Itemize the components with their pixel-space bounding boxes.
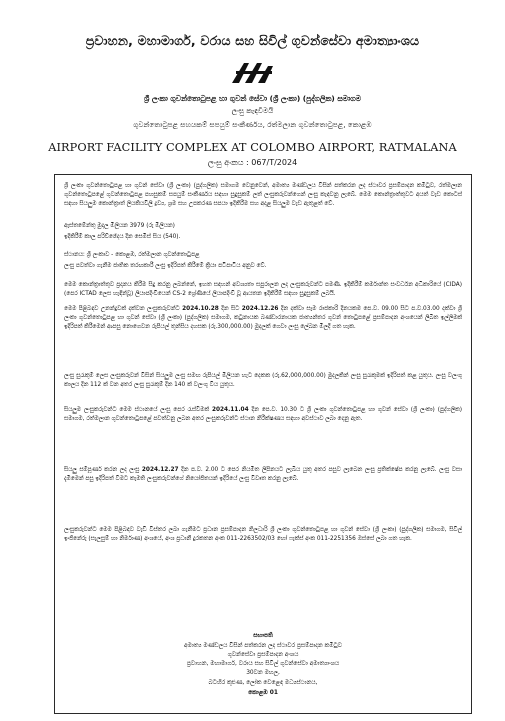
address-heading: සභාපති (253, 633, 273, 639)
address-line-1: අමාත්‍ය මණ්ඩලය විසින් පත්කරන ලද ස්ථාවර ප්‍රසම්පාදන කමිටුව (183, 643, 343, 649)
bid-documents-text-c: දින දක්වා සෑම රාජකාරි දිනයකම පෙ.ව. 09.00 සිට ප.ව.03.00 දක්වා ශ්‍රී ලංකා ගුවන්තොටුපළ හා ගුවන් සේවා (ශ්‍රී ලංකා) (පුද්ගලික) සමාගම, කටුනායක බණ්ඩාරනායක ජාත්‍යන්තර ගුවන් තොටුපළේ ප්‍රසම්පාදන අංශයෙන් ලිඛිත ඉල්ලීමක් ඉදිරිපත් කිරීමෙන් ආපසු නොගෙවන රුපියල් තුන්සිය දහසක (රු.300,000.00) මුදලක් ගෙවා ලංසු ලේඛන මිලදී ගත හැක. (64, 306, 462, 330)
bidding-procedure: ලංසු පවත්වා ගැනීම ජාතික තරඟකාරී ලංසු ඉදිරිපත් කිරීමේ ක්‍රියා පටිපාටිය අනුව වේ. (64, 263, 267, 269)
call-for-bids-heading: ලංසු කැඳවීමයි (231, 106, 274, 115)
ministry-heading: ප්‍රවාහන, මහාමාර්ග, වරාය සහ සිවිල් ගුවන්සේවා අමාත්‍යාංශය (85, 33, 420, 48)
bid-documents-text-b: දින සිට (218, 306, 242, 312)
bid-documents-paragraph (64, 305, 462, 331)
intro-paragraph: ශ්‍රී ලංකා ගුවන්තොටුපළ හා ගුවන් සේවා (ශ්‍රී ලංකා) (පුද්ගලික) සමාගම වෙනුවෙන්, අමාත්‍ය මණ්ඩලය විසින් පත්කරන ලද ස්ථාවර ප්‍රසම්පාදන කමිටුව, රත්මලාන ගුවන්තොටුපළේ ගුවන්තොටුපළ පහසුකම් සපයුම් සංකීර්ණය සඳහා සුදුසුකම් ලත් ලංසුකරුවන්ගෙන් ලංසු කැඳවනු ලැබේ. මෙම කොන්ත්‍රාත්තුවට අයත් වැඩ කොටස් සඳහා සියලුම කොන්ත්‍රාත් ලියකියවිලි ද්‍රව්‍ය, ශ්‍රම සහ උපකරණ සපයා ඉදිකිරීම සහ අදාළ සියලුම වැඩ ඇතුළත් වේ. (64, 183, 462, 207)
issue-end-date: 2024.12.26 (241, 306, 279, 312)
airport-authority-logo-icon (230, 57, 276, 85)
address-line-5: බටහිර කුළුණ, ලෝක වෙළෙඳ මධ්‍යස්ථානය, (208, 680, 318, 686)
notice-title: AIRPORT FACILITY COMPLEX AT COLOMBO AIRPORT, RATMALANA (48, 141, 457, 154)
closing-text-b: දින ප.ව. 2.00 ට පෙර නියමිත ලිපිනයට ලැබිය යුතු අතර පසුව ලැබෙන ලංසු ප්‍රතික්ෂේප කරනු ලැබේ. ලංසු වසා දැමීමෙන් පසු ඉදිරිපත් වීමට කැමති ලංසුකරුවන්ගේ නියෝජිතයන් ඉදිරියේ ලංසු විවෘත කරනු ලැබේ. (64, 467, 462, 482)
prebid-meeting-paragraph (64, 406, 462, 424)
closing-text-a: සියලු සම්පූර්ණ කරන ලද ලංසු (64, 467, 142, 473)
cost-estimate: ඇස්තමේන්තු මුදල මිලියන 3979 (රු මිලියන) (64, 223, 175, 229)
address-line-6: කොළඹ 01 (248, 690, 278, 696)
bid-closing-date: 2024.12.27 (141, 467, 179, 473)
organization-name: ශ්‍රී ලංකා ගුවන්තොටුපළ හා ගුවන් සේවා (ශ්‍රී ලංකා) (පුද්ගලික) සමාගම (144, 94, 361, 103)
bid-reference-number: ලංසු අංකය : 067/T/2024 (207, 158, 298, 167)
bid-security-paragraph: ලංසු සුරැකුම් ලෙස ලංසුකරුවන් විසින් සියලුම ලංසු සමඟ රුපියල් මිලියන හැට දෙකක (රු.62,000,000.00) මුදලකින් ලංසු සුරැකුමක් ඉදිරිපත් කළ යුතුය. ලංසු වලංගු කාලය දින 112 ක් වන අතර ලංසු සුරැකුම් දින 140 ක් වලංගු විය යුතුය. (64, 373, 462, 388)
address-line-4: 30වන මහල, (246, 670, 280, 676)
address-line-3: ප්‍රවාහන, මහාමාර්ග, වරාය සහ සිවිල් ගුවන්සේවා අමාත්‍යාංශය (186, 661, 340, 667)
prebid-meeting-date: 2024.11.04 (211, 407, 249, 413)
prebid-text-b: දින පෙ.ව. 10.30 ට ශ්‍රී ලංකා ගුවන්තොටුපළ හා ගුවන් සේවා (ශ්‍රී ලංකා) (පුද්ගලික) සමාගම, රත්මලාන ගුවන්තොටුපළේ පවත්වනු ලබන අතර ලංසුකරුවන්ට ස්ථාන නිරීක්ෂණය සඳහා අවස්ථාව ලබා දෙනු ඇත. (64, 407, 462, 422)
site-location: ස්ථානය: ශ්‍රී ලංකාව - කොළඹ, රත්මලාන ගුවන්තොටුපළ (64, 252, 200, 258)
address-line-2: ගුවන්සේවා ප්‍රසම්පාදන අංශය (227, 652, 299, 658)
issue-start-date: 2024.10.28 (182, 306, 219, 312)
bid-closing-paragraph (64, 466, 462, 484)
prebid-text-a: සියලුම ලංසුකරුවන්ට මෙම ස්ථානයේ ලංසු පෙර රැස්වීමක් (64, 407, 212, 413)
eligibility-paragraph: මෙම කොන්ත්‍රාත්තුව ප්‍රදානය කිරීම සිදු කරනු ලබන්නේ, ඉහත සඳහන් අවශ්‍යතා සපුරාලන ලද ලංසුකරුවන්ට පමණි. ඉදිකිරීම් කර්මාන්ත සංවර්ධන අධිකාරියේ (CIDA) (පෙර ICTAD ලෙස හැඳින්වූ) ලියාපදිංචියෙන් CS-2 ශ්‍රේණියේ ලියාපදිංචි වූ ආයතන ඉදිකිරීම් සඳහා සුදුසුකම් ලබයි. (64, 282, 462, 297)
construction-duration: ඉදිකිරීම් කාල පරිච්ඡේදය දින සෙමිස් සිය (540). (64, 234, 181, 240)
contact-paragraph: ලංසුකරුවන්ට මෙම පිළිබඳව වැඩි විස්තර ලබා ගැනීමට ප්‍රධාන ප්‍රසම්පාදන නිලධාරි ශ්‍රී ලංකා ගුවන්තොටුපළ හා ගුවන් සේවා (ශ්‍රී ලංකා) (පුද්ගලික) සමාගම, සිවිල් ඉංජිනේරු (සැලසුම් හා නිර්මාණ) අංශයේ, අංශ ප්‍රධානී දුරකතන අංක 011-2263502/03 හෝ ෆැක්ස් අංක 011-2251356 ඔස්සේ ලබා ගත හැක. (64, 527, 462, 542)
bid-documents-text-a: මෙම පිළිබඳව උනන්දුවක් දක්වන ලංසුකරුවන්ට (64, 306, 183, 312)
location-line: ගුවන්තොටුපළ සහයකම් සපයුම් සංකීර්ණය, රත්මලාන ගුවන්තොටුපළ, කොළඹ (133, 120, 372, 129)
